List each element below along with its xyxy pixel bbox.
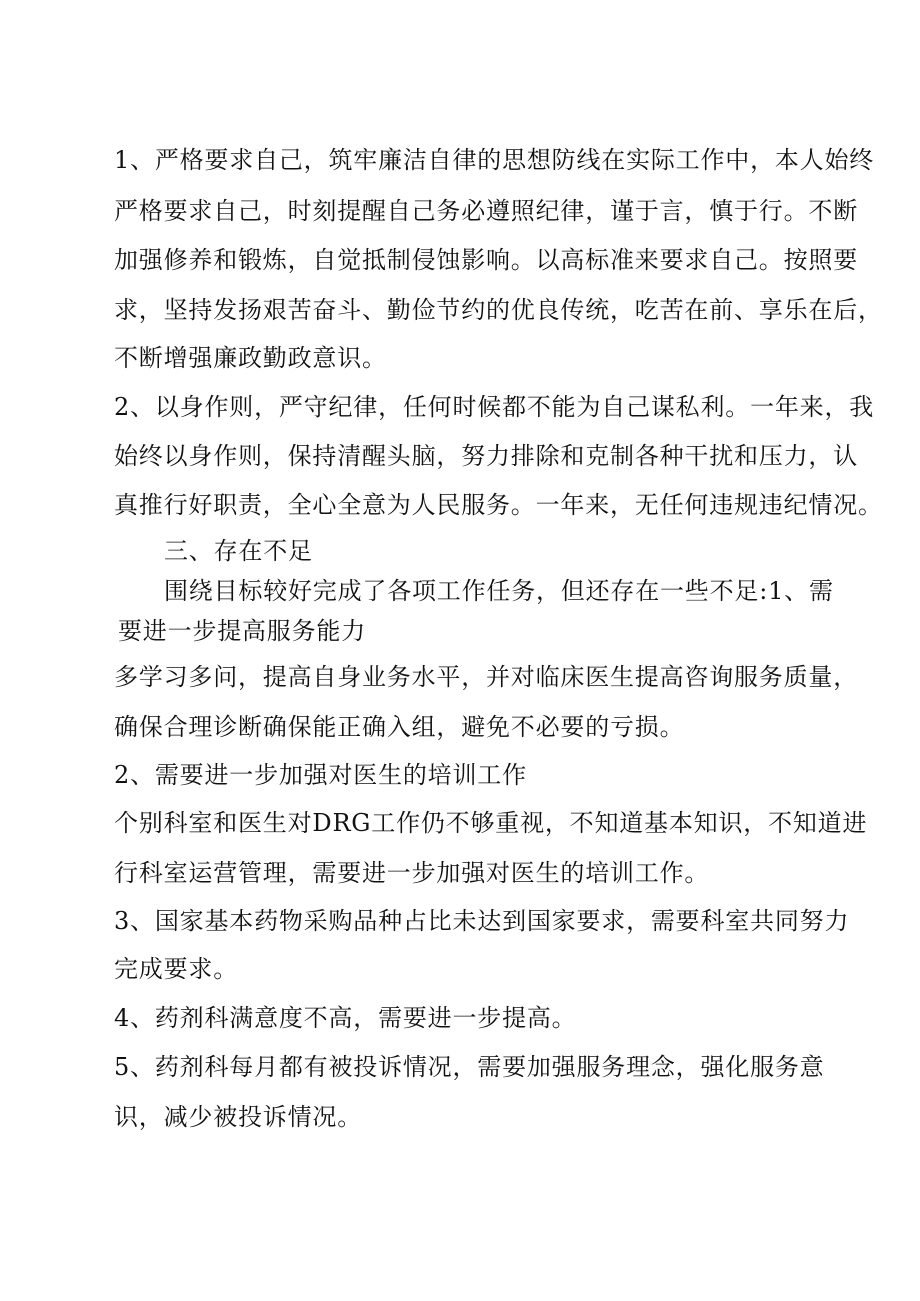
paragraph-line: 识，减少被投诉情况。 — [114, 1103, 362, 1131]
paragraph-line: 2、需要进一步加强对医生的培训工作 — [114, 761, 527, 789]
paragraph-line: 严格要求自己，时刻提醒自己务必遵照纪律，谨于言，慎于行。不断 — [114, 197, 858, 225]
paragraph-line: 确保合理诊断确保能正确入组，避免不必要的亏损。 — [114, 713, 685, 741]
section-heading: 三、存在不足 — [164, 537, 313, 565]
paragraph-line: 4、药剂科满意度不高，需要进一步提高。 — [114, 1004, 577, 1032]
paragraph-line: 3、国家基本药物采购品种占比未达到国家要求，需要科室共同努力 — [114, 907, 850, 935]
paragraph-line: 求，坚持发扬艰苦奋斗、勤俭节约的优良传统，吃苦在前、享乐在后， — [114, 296, 883, 324]
paragraph-line: 真推行好职责，全心全意为人民服务。一年来，无任何违规违纪情况。 — [114, 491, 883, 519]
paragraph-line: 2、以身作则，严守纪律，任何时候都不能为自己谋私利。一年来，我 — [114, 393, 875, 421]
paragraph-line: 5、药剂科每月都有被投诉情况，需要加强服务理念，强化服务意 — [114, 1053, 825, 1081]
paragraph-line: 始终以身作则，保持清醒头脑，努力排除和克制各种干扰和压力，认 — [114, 442, 858, 470]
paragraph-line: 加强修养和锻炼，自觉抵制侵蚀影响。以高标准来要求自己。按照要 — [114, 246, 858, 274]
paragraph-line: 完成要求。 — [114, 955, 238, 983]
paragraph-line: 1、严格要求自己，筑牢廉洁自律的思想防线在实际工作中，本人始终 — [114, 146, 875, 174]
paragraph-line: 围绕目标较好完成了各项工作任务，但还存在一些不足:1、需 — [164, 577, 834, 605]
paragraph-line: 要进一步提高服务能力 — [118, 617, 366, 645]
paragraph-line: 个别科室和医生对DRG工作仍不够重视，不知道基本知识，不知道进 — [114, 809, 868, 837]
paragraph-line: 多学习多问，提高自身业务水平，并对临床医生提高咨询服务质量， — [114, 663, 858, 691]
paragraph-line: 行科室运营管理，需要进一步加强对医生的培训工作。 — [114, 859, 710, 887]
paragraph-line: 不断增强廉政勤政意识。 — [114, 344, 387, 372]
